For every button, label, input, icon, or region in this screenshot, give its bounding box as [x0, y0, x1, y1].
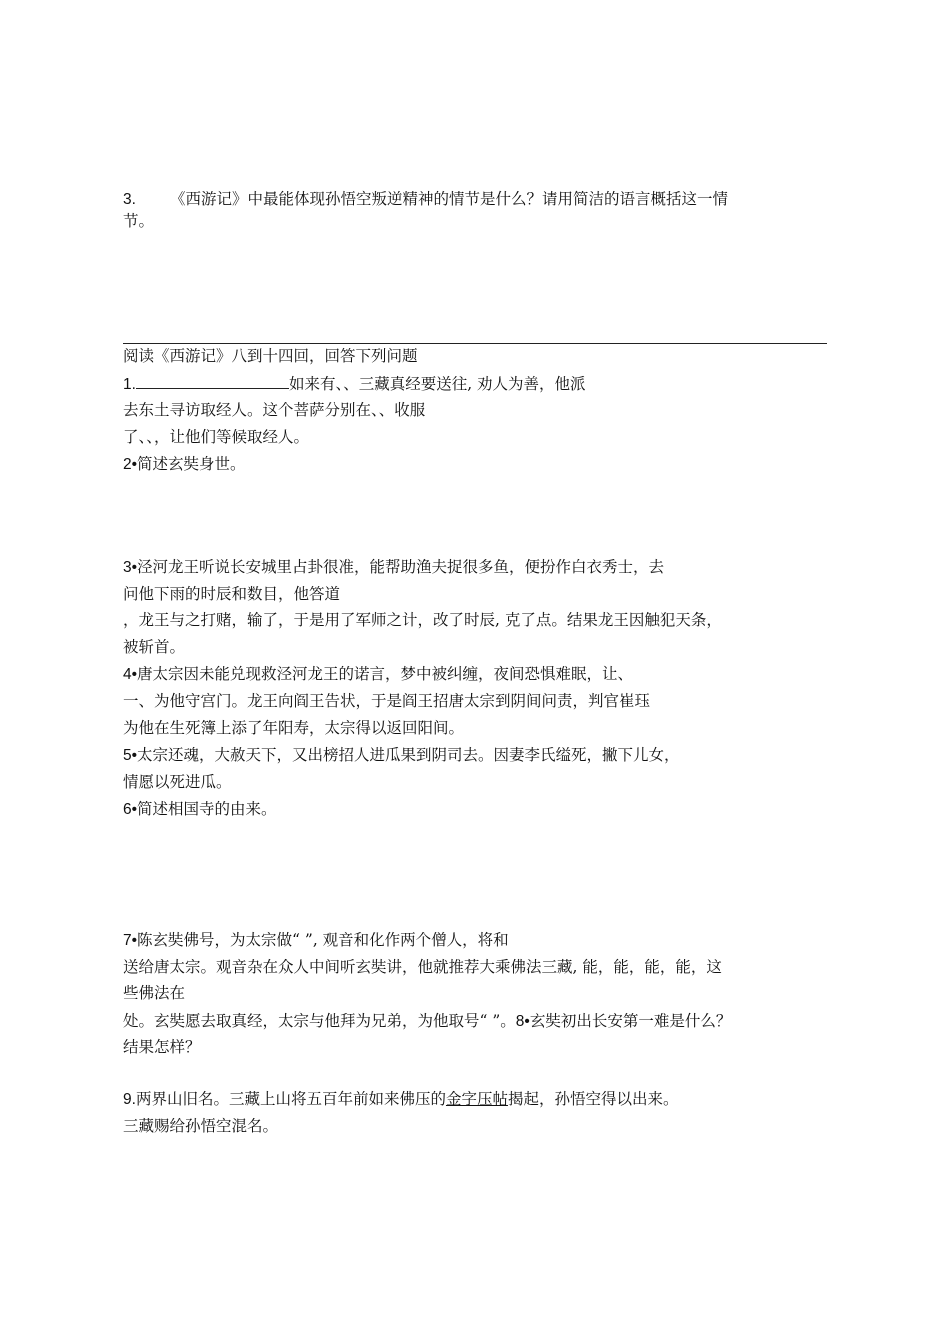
question-3-number: 3.: [123, 191, 136, 208]
question-3-text: 《西游记》中最能体现孙悟空叛逆精神的情节是什么？请用简洁的语言概括这一情: [169, 190, 728, 208]
item-3-line-4: 被斩首。: [123, 638, 186, 656]
item-4-line-2: 一、为他守宫门。龙王向阎王告状，于是阎王招唐太宗到阴间问责，判官崔珏: [123, 692, 651, 710]
item-5-text: 太宗还魂，大赦天下，又出榜招人进瓜果到阴司去。因妻李氏缢死，撇下儿女，: [137, 746, 680, 764]
item-9-line-2: 三藏赐给孙悟空混名。: [123, 1117, 279, 1135]
item-7-number: 7•: [123, 932, 138, 949]
item-8-number: 8•: [515, 1013, 530, 1030]
fill-blank[interactable]: [136, 373, 289, 389]
item-4-text: 唐太宗因未能兑现救泾河龙王的诺言，梦中被纠缠，夜间恐惧难眠，让、: [137, 665, 634, 683]
item-3-line-2: 问他下雨的时辰和数目，他答道: [123, 585, 341, 603]
item-7-line-4: [123, 1011, 731, 1032]
item-1-text: 如来有、、三藏真经要送往, 劝人为善，他派: [288, 375, 586, 393]
item-6-number: 6•: [123, 801, 138, 818]
item-5-line-2: 情愿以死进瓜。: [123, 773, 232, 791]
item-5-line-1: [123, 745, 680, 766]
item-7-text-end: 处。玄奘愿去取真经，太宗与他拜为兄弟，为他取号“ ”。: [123, 1012, 516, 1030]
item-3-text: 泾河龙王听说长安城里占卦很准，能帮助渔夫捉很多鱼，便扮作白衣秀士，去: [137, 558, 665, 576]
question-3-line-2: 节。: [123, 212, 155, 230]
item-1-line-1: [123, 373, 586, 395]
item-9-text: 两界山旧名。三藏上山将五百年前如来佛压的: [135, 1090, 446, 1108]
item-6-line: [123, 799, 277, 820]
item-7-line-1: [123, 930, 509, 951]
item-7-text: 陈玄奘佛号，为太宗做“ ”, 观音和化作两个僧人，将和: [137, 931, 509, 949]
item-9-underlined-term: 金字压帖: [445, 1090, 508, 1108]
item-4-line-3: 为他在生死簿上添了年阳寿，太宗得以返回阳间。: [123, 719, 465, 737]
item-2-text: 简述玄奘身世。: [137, 455, 246, 473]
item-7-line-2: 送给唐太宗。观音杂在众人中间听玄奘讲，他就推荐大乘佛法三藏, 能，能，能，能，这: [123, 958, 722, 976]
item-5-number: 5•: [123, 747, 138, 764]
item-9-number: 9.: [123, 1091, 136, 1108]
item-1-number: 1.: [123, 376, 136, 393]
item-1-line-2: 去东土寻访取经人。这个菩萨分别在、、收服: [123, 401, 426, 419]
item-3-line-3: ，龙王与之打赌，输了，于是用了军师之计，改了时辰, 克了点。结果龙王因触犯天条，: [123, 611, 722, 629]
item-2-line: [123, 454, 246, 475]
item-4-number: 4•: [123, 666, 138, 683]
item-8-text: 玄奘初出长安第一难是什么？: [529, 1012, 732, 1030]
item-9-line-1: [123, 1089, 678, 1110]
item-2-number: 2•: [123, 456, 138, 473]
item-4-line-1: [123, 664, 633, 685]
item-9-text-end: 揭起，孙悟空得以出来。: [507, 1090, 679, 1108]
section-title: 阅读《西游记》八到十四回，回答下列问题: [123, 347, 418, 365]
section-divider: [123, 343, 827, 344]
item-1-line-3: 了、、，让他们等候取经人。: [123, 428, 310, 446]
question-3-line-1: [123, 189, 728, 210]
item-6-text: 简述相国寺的由来。: [137, 800, 277, 818]
item-8-line-2: 结果怎样？: [123, 1038, 201, 1056]
item-3-line-1: [123, 557, 664, 578]
item-3-number: 3•: [123, 559, 138, 576]
item-7-line-3: 些佛法在: [123, 984, 186, 1002]
